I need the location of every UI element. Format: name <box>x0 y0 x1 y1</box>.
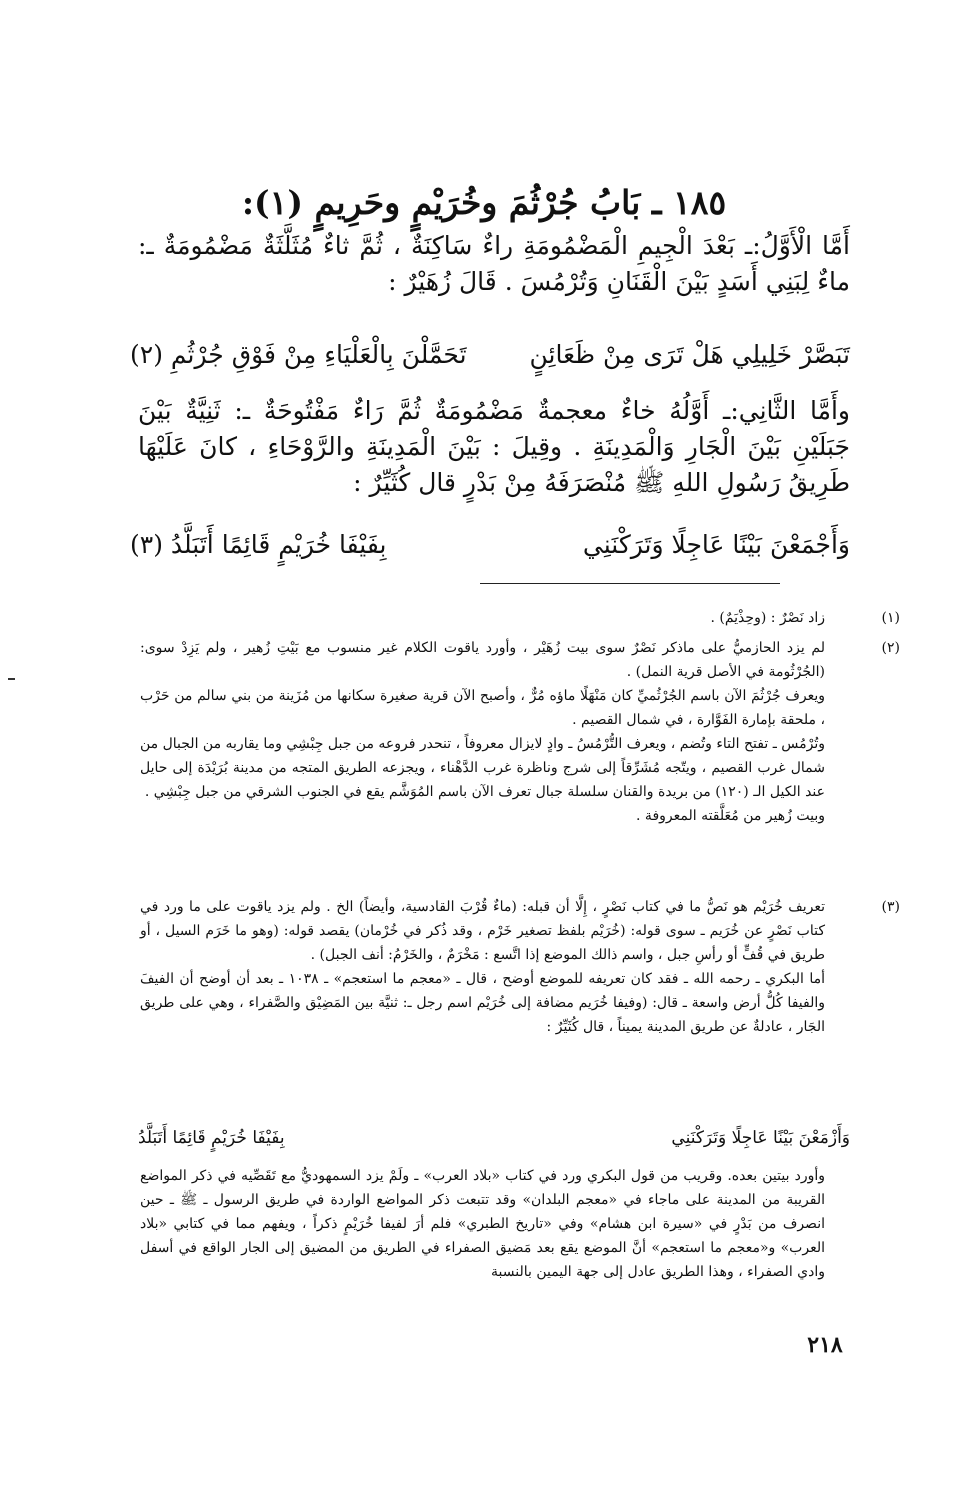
footnote-text: ويعرف جُرْثُمَ الآن باسم الجُرْثُميِّ كان مَنْهَلًا ماؤه مُرٌّ ، وأصبح الآن قرية صغيرة سكانها من مُزَينة من بني سالم من حَرْب ، ملحقة بإمارة الفَوَّارة ، في شمال القصيم . <box>140 688 825 728</box>
verse-hemistich-second: بِفَيْفَا خُرَيْمٍ قَائِمًا أَتَبَلَّدُ (٣) <box>130 530 387 559</box>
footnote-text: أما البكري ـ رحمه الله ـ فقد كان تعريفه للموضع أوضح ، قال ـ «معجم ما استعجم» ـ ١٠٣٨ ـ بعد أن أوضح أن الفيفَ والفيفا كُلُّ أرض واسعة ـ قال: (وفيفا خُرَيم مضافة إلى خُرَيْم اسم رجل ـ: ثنيَّة بين المَضِيْق والصَّفراء ، وهي على طريق الجَار ، عادلةٌ عن طريق المدينة يميناً ، قال كُثَيِّرٌ : <box>140 971 825 1035</box>
verse-hemistich-first: وَأَزْمَعْنَ بَيْنًا عَاجِلًا وَتَرَكْنَنِي <box>671 1128 850 1148</box>
footnote-number: (١) <box>881 610 900 626</box>
paragraph-second-place: وأَمَّا الثَّانِي:ـ أَوَّلُهُ خاءٌ معجمةٌ مَضْمُومَةٌ ثُمَّ رَاءٌ مَفْتُوحَةٌ ـ: ثَنِيَّةٌ بَيْنَ جَبَلَيْنِ بَيْنَ الْجَارِ وَالْمَدِينَةِ . وقِيلَ : بَيْنَ الْمَدِينَةِ والرَّوْحَاءِ ، كانَ عَلَيْهَا طَرِيقُ رَسُولِ اللهِ ﷺ مُنْصَرَفَهُ مِنْ بَدْرٍ قال كُثَيِّرٌ : <box>138 396 850 497</box>
footnote-verse <box>138 1128 850 1158</box>
footnote-number: (٢) <box>881 640 900 656</box>
footnote-number: (٣) <box>881 899 900 915</box>
footnote-text: زاد نَصْرٌ : (وحِذْيَمٌ) . <box>710 610 825 626</box>
verse-hemistich-second: بِفَيْفَا خُرَيْمٍ قَائِمًا أَتَبَلَّدُ <box>138 1128 285 1148</box>
footnote-continuation <box>140 1164 825 1284</box>
page-number: ٢١٨ <box>807 1332 843 1358</box>
verse-kuthayyir <box>130 530 850 570</box>
verse-hemistich-first: تَبَصَّرْ خَلِيلِي هَلْ تَرَى مِنْ ظَعَائِنٍ <box>529 340 850 369</box>
verse-hemistich-second: تَحَمَّلْنَ بِالْعَلْيَاءِ مِنْ فَوْقِ جُرْثُمِ (٢) <box>130 340 467 369</box>
verse-zuhayr <box>130 340 850 380</box>
paragraph-first-place: أَمَّا الْأَوَّلُ:ـ بَعْدَ الْجِيمِ الْمَضْمُومَةِ راءٌ سَاكِنَةٌ ، ثُمَّ ثاءٌ مُثَلَّثَةٌ مَضْمُومَةٌ ـ: ماءٌ لِبَنِي أَسَدٍ بَيْنَ الْقَنَانِ وَتُرْمُسَ . قَالَ زُهَيْرٌ : <box>138 231 850 296</box>
footnote-text: وأورد بيتين بعده. وقريب من قول البكري ورد في كتاب «بلاد العرب» ـ ولَمْ يزد السمهوديُّ مع تَقَصِّيه في ذكر المواضع القريبة من المدينة على ماجاء في «معجم البلدان» وقد تتبعت ذكر المواضع الواردة في طريق الرسول ـ ﷺ ـ حين انصرف من بَدْرٍ في «سيرة ابن هشام» وفي «تاريخ الطبري» فلم أرَ لفيفا خُرَيْمٍ ذكراً ، ويفهم مما في كتابي «بلاد العرب» و«معجم ما استعجم» أنَّ الموضع يقع بعد مَضيق الصفراء في الطريق من المضيق إلى الجار الواقع في أسفل وادي الصفراء ، وهذا الطريق عادل إلى جهة اليمين بالنسبة <box>140 1168 825 1280</box>
margin-mark <box>8 678 15 680</box>
chapter-title: ١٨٥ ـ بَابُ جُرْثُمَ وخُرَيْمٍ وحَرِيمٍ (١): <box>241 183 727 222</box>
footnote-text: وبيت زُهير من مُعَلَّقته المعروفة . <box>636 808 825 824</box>
footnote-text: لم يزد الحازميُّ على ماذكر نَصْرٌ سوى بيت زُهَيْر ، وأورد ياقوت الكلام غير منسوب مع بَيْتِ زُهير ، ولم يَزِدْ سوى: (الجُرْثُومة في الأصل قرية النمل) . <box>140 640 825 680</box>
verse-hemistich-first: وَأَجْمَعْنَ بَيْنًا عَاجِلًا وَتَرَكْنَنِي <box>582 530 850 559</box>
footnote-separator <box>480 583 780 584</box>
footnote-text: وتُرْمُس ـ تفتح التاء وتُضم ، ويعرف التُّرْمُسُ ـ وادٍ لايزال معروفاً ، تنحدر فروعه من جبل جِبْشِي وما يقاربه من الجبال من شمال غرب القصيم ، ويتّجه مُشَرِّقاً إلى شرج وناظرة غرب الدَّهْناء ، ويجزعه الطريق المتجه من مدينة بُرَيْدَة إلى حايل عند الكيل الـ (١٢٠) من بريدة والقنان سلسلة جبال تعرف الآن باسم المُوَشَّم يقع في الجنوب الشرقي من جبل جِبْشِي . <box>140 736 825 800</box>
footnote-text: تعريف خُرَيْم هو نَصُّ ما في كتاب نَصْرٍ ، إِلَّا أن قبله: (ماءٌ قُرْبَ القادسية، وأيضاً) الخ . ولم يزد ياقوت على ما ورد في كتاب نَصْرٍ عن خُرَيم ـ سوى قوله: (خُرَيْم بلفظ تصغير خَرْم ، وقد ذُكر في خُرْمان) يقصد قوله: (وهو ما خَرَم السيل ، أو طريق في قُفٍّ أو رأسِ جبل ، واسم ذالك الموضع إذا اتَّسع : مَخْرَمٌ ، والخَرْمُ: أنف الجبل) . <box>140 899 825 963</box>
